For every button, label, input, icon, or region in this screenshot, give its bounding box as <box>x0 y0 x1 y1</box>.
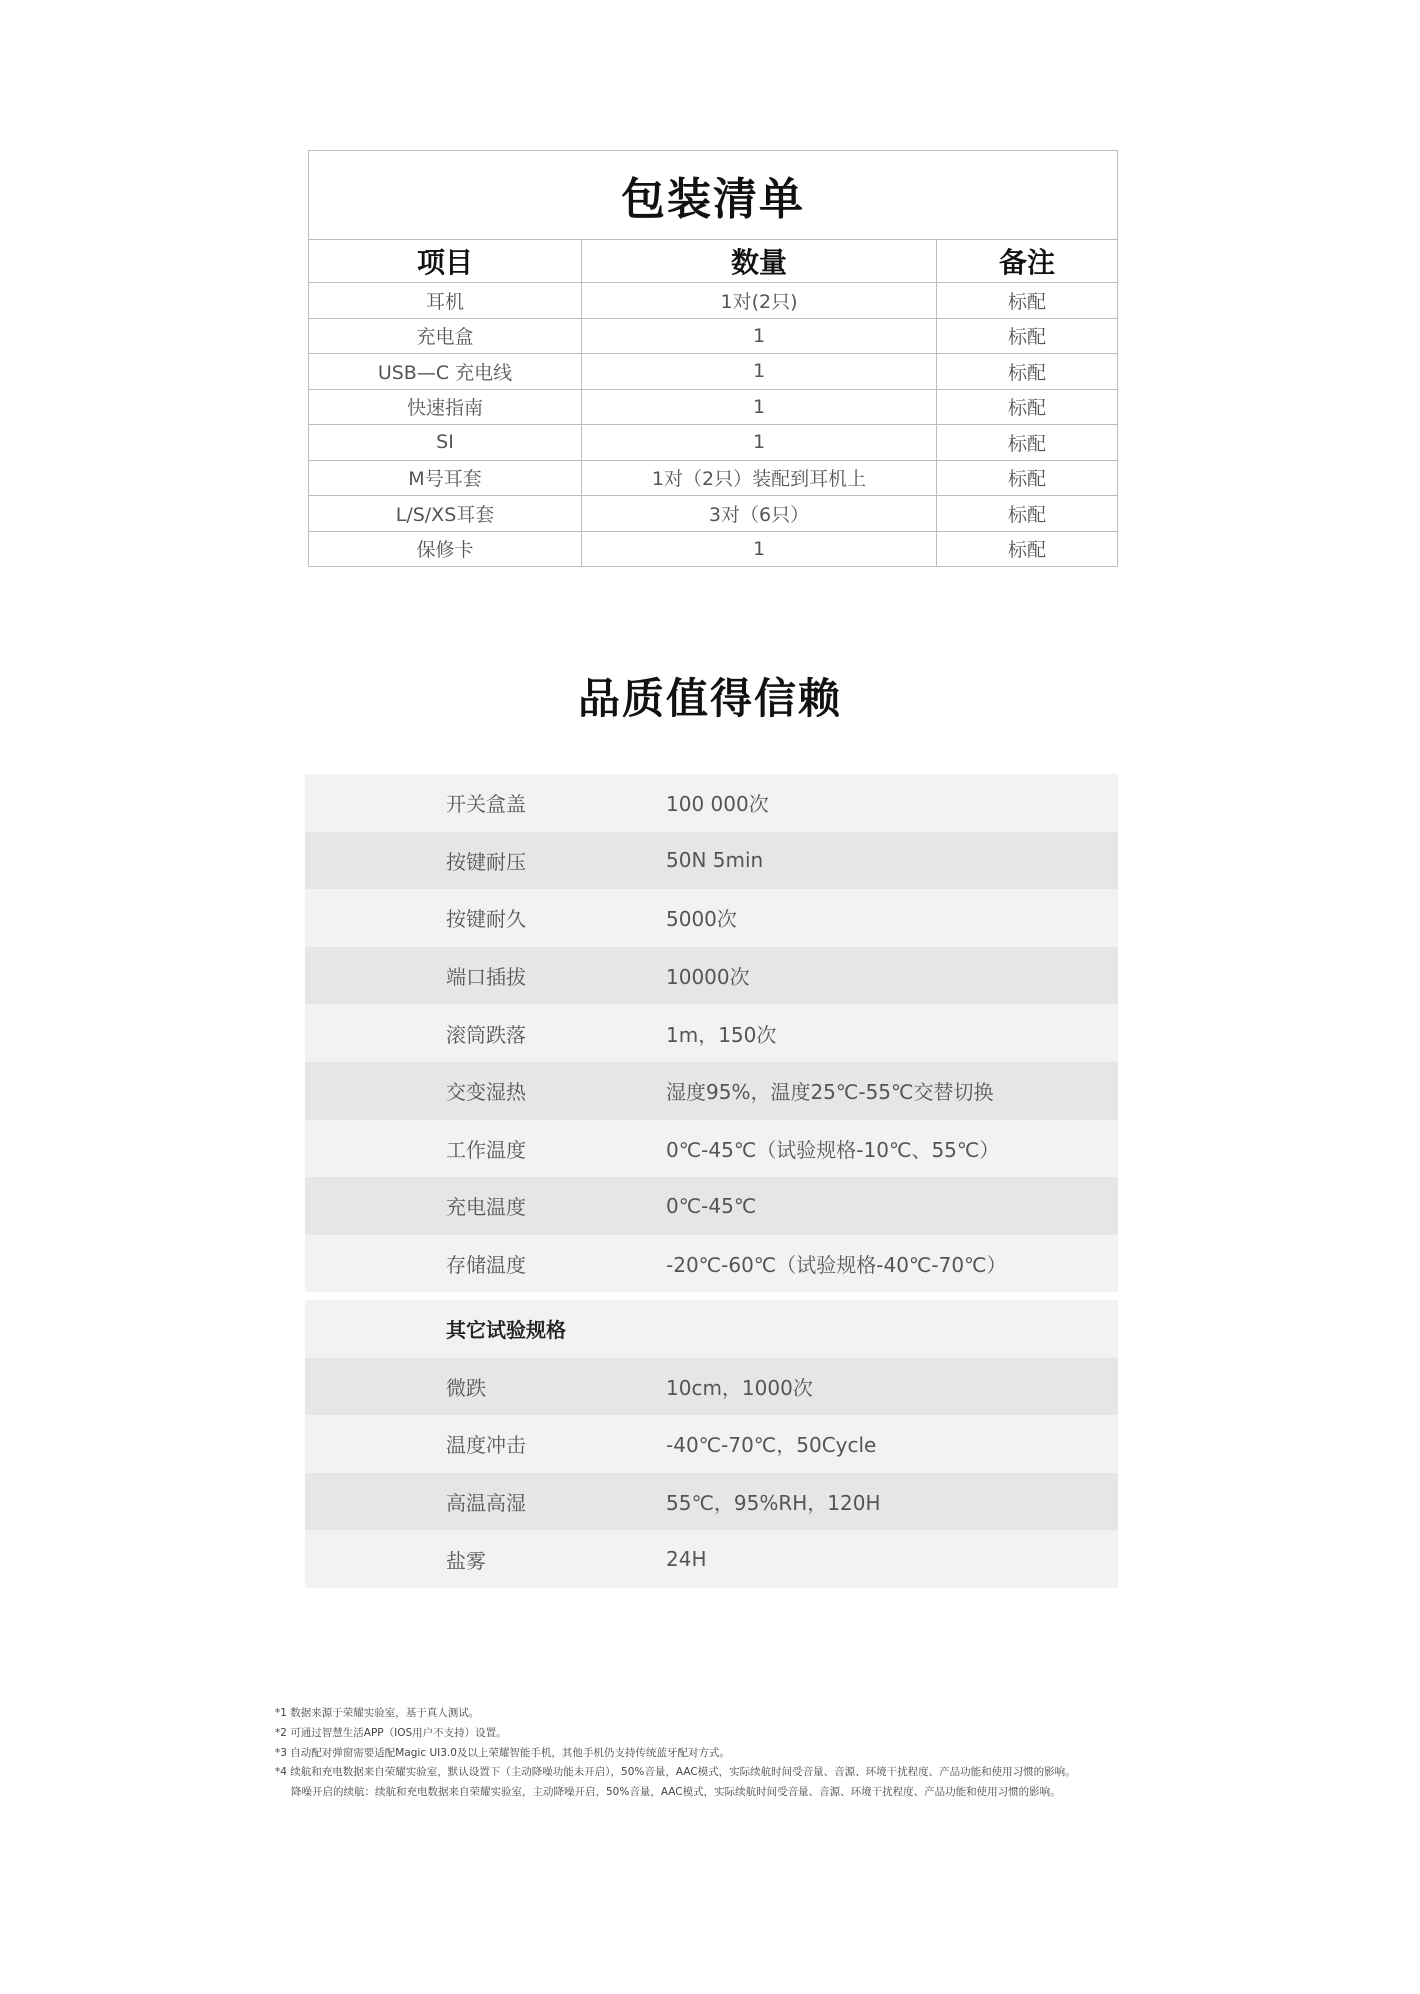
spec-row <box>305 1177 1118 1235</box>
item-quantity: 1对（2只）装配到耳机上 <box>582 461 937 496</box>
spec-row <box>305 1415 1118 1473</box>
spec-value: 5000次 <box>666 907 737 932</box>
packing-header-row <box>309 240 1117 283</box>
spec-label: 端口插拔 <box>446 965 526 990</box>
spec-value: -20℃-60℃（试验规格-40℃-70℃） <box>666 1253 1007 1278</box>
spec-label: 高温高湿 <box>446 1491 526 1516</box>
item-name: 耳机 <box>309 283 582 318</box>
spec-value: 10cm，1000次 <box>666 1375 813 1400</box>
footnote: *2 可通过智慧生活APP（IOS用户不支持）设置。 <box>275 1726 507 1739</box>
spec-label: 工作温度 <box>446 1137 526 1162</box>
spec-row <box>305 1235 1118 1293</box>
item-quantity: 1 <box>582 390 937 425</box>
table-row <box>309 354 1117 390</box>
spec-value: 湿度95%，温度25℃-55℃交替切换 <box>666 1080 994 1105</box>
spec-label: 按键耐久 <box>446 907 526 932</box>
spec-value: -40℃-70℃，50Cycle <box>666 1433 877 1458</box>
spec-value: 24H <box>666 1547 707 1572</box>
spec-row <box>305 1062 1118 1120</box>
spec-row <box>305 947 1118 1005</box>
spec-value: 1m，150次 <box>666 1022 777 1047</box>
quality-title: 品质值得信赖 <box>577 674 842 723</box>
spec-label: 按键耐压 <box>446 849 526 874</box>
spec-value: 10000次 <box>666 965 750 990</box>
spec-value: 100 000次 <box>666 792 769 817</box>
spec-label: 盐雾 <box>446 1548 486 1573</box>
footnote: *3 自动配对弹窗需要适配Magic UI3.0及以上荣耀智能手机，其他手机仍支持传统蓝牙配对方式。 <box>275 1746 730 1759</box>
spec-label: 存储温度 <box>446 1253 526 1278</box>
item-note: 标配 <box>1007 361 1046 384</box>
quality-spec-table <box>305 774 1118 1292</box>
table-row <box>309 283 1117 319</box>
footnote: 降噪开启的续航：续航和充电数据来自荣耀实验室，主动降噪开启，50%音量，AAC模式，实际续航时间受音量、音源、环境干扰程度、产品功能和使用习惯的影响。 <box>291 1786 1061 1799</box>
packing-list-title: 包装清单 <box>309 151 1117 240</box>
footnotes <box>275 1704 1076 1803</box>
table-row <box>309 496 1117 532</box>
spec-label: 交变湿热 <box>446 1080 526 1105</box>
spec-value: 0℃-45℃ <box>666 1193 757 1218</box>
spec-row <box>305 1004 1118 1062</box>
item-quantity: 3对（6只） <box>582 496 937 531</box>
header-quantity: 数量 <box>582 240 937 282</box>
other-spec-header <box>305 1300 1118 1358</box>
spec-row <box>305 1473 1118 1531</box>
spec-label: 充电温度 <box>446 1195 526 1220</box>
spec-row <box>305 774 1118 832</box>
item-note: 标配 <box>1007 397 1046 420</box>
spec-value: 50N 5min <box>666 848 764 873</box>
footnote: *1 数据来源于荣耀实验室，基于真人测试。 <box>275 1707 480 1719</box>
table-row <box>309 461 1117 497</box>
table-row <box>309 532 1117 567</box>
spec-label: 滚筒跌落 <box>446 1022 526 1047</box>
item-note: 标配 <box>1007 326 1046 349</box>
other-spec-table <box>305 1300 1118 1588</box>
table-row <box>309 390 1117 426</box>
item-name: 快速指南 <box>309 390 582 425</box>
other-spec-title: 其它试验规格 <box>446 1318 566 1343</box>
spec-label: 微跌 <box>446 1375 486 1400</box>
item-note: 标配 <box>1007 290 1046 313</box>
spec-row <box>305 1358 1118 1416</box>
spec-value: 0℃-45℃（试验规格-10℃、55℃） <box>666 1137 1000 1162</box>
spec-row <box>305 1530 1118 1588</box>
item-name: 保修卡 <box>309 532 582 567</box>
spec-row <box>305 1120 1118 1178</box>
item-name: L/S/XS耳套 <box>309 496 582 531</box>
item-quantity: 1对(2只) <box>582 283 937 318</box>
spec-value: 55℃，95%RH，120H <box>666 1491 881 1516</box>
spec-row <box>305 832 1118 890</box>
item-name: M号耳套 <box>309 461 582 496</box>
item-name: USB—C 充电线 <box>309 354 582 389</box>
item-quantity: 1 <box>582 532 937 567</box>
spec-label: 温度冲击 <box>446 1433 526 1458</box>
item-note: 标配 <box>1007 468 1046 491</box>
item-note: 标配 <box>1007 432 1046 455</box>
table-row <box>309 425 1117 461</box>
item-note: 标配 <box>1007 503 1046 526</box>
spec-row <box>305 889 1118 947</box>
header-item: 项目 <box>309 240 582 282</box>
packing-list-table <box>308 150 1118 567</box>
item-quantity: 1 <box>582 425 937 460</box>
item-quantity: 1 <box>582 319 937 354</box>
item-name: SI <box>309 425 582 460</box>
footnote: *4 续航和充电数据来自荣耀实验室，默认设置下（主动降噪功能未开启），50%音量，AAC模式，实际续航时间受音量、音源、环境干扰程度、产品功能和使用习惯的影响。 <box>275 1766 1076 1779</box>
item-name: 充电盒 <box>309 319 582 354</box>
header-note: 备注 <box>998 246 1055 279</box>
item-quantity: 1 <box>582 354 937 389</box>
item-note: 标配 <box>1007 539 1046 562</box>
table-row <box>309 319 1117 355</box>
spec-label: 开关盒盖 <box>446 792 526 817</box>
